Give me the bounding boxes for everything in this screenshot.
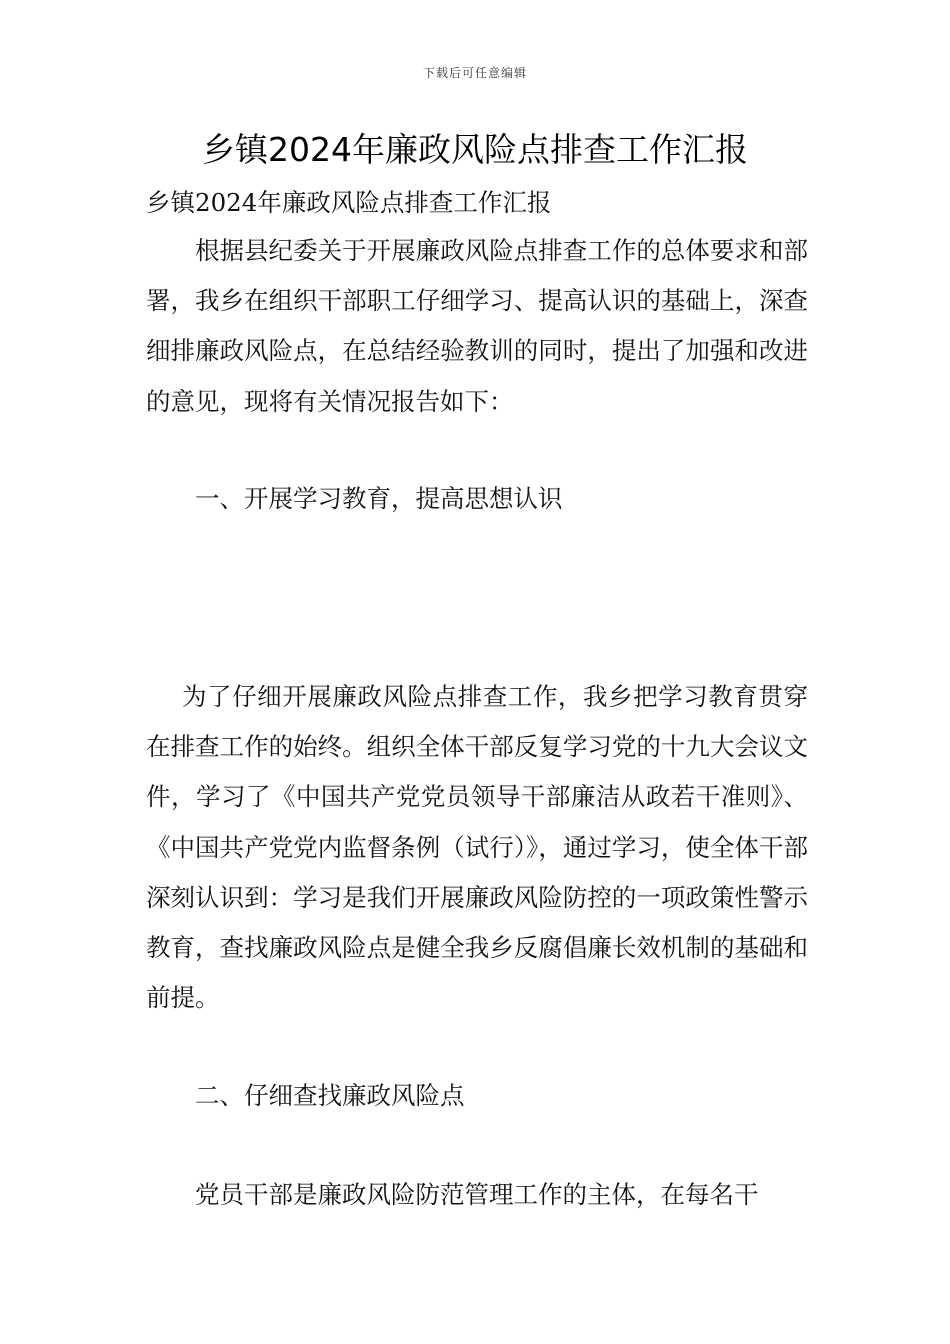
paragraph-risk-points: 党员干部是廉政风险防范管理工作的主体，在每名干 <box>195 1180 759 1209</box>
paragraph-intro: 根据县纪委关于开展廉政风险点排查工作的总体要求和部署，我乡在组织干部职工仔细学习、提高认识的基础上，深查细排廉政风险点，在总结经验教训的同时，提出了加强和改进的意见，现将有关情况报告如下： <box>146 236 808 416</box>
paragraph-study-education: 为了仔细开展廉政风险点排查工作，我乡把学习教育贯穿在排查工作的始终。组织全体干部反复学习党的十九大会议文件，学习了《中国共产党党员领导干部廉洁从政若干准则》、《中国共产党党内监督条例（试行）》，通过学习，使全体干部深刻认识到：学习是我们开展廉政风险防控的一项政策性警示教育，查找廉政风险点是健全我乡反腐倡廉长效机制的基础和前提。 <box>146 682 808 1013</box>
document-title: 乡镇2024年廉政风险点排查工作汇报 <box>202 130 748 169</box>
section-heading-2: 二、仔细查找廉政风险点 <box>195 1081 465 1110</box>
section-heading-1: 一、开展学习教育，提高思想认识 <box>195 484 563 513</box>
header-note: 下载后可任意编辑 <box>422 66 527 80</box>
document-subtitle: 乡镇2024年廉政风险点排查工作汇报 <box>146 188 552 217</box>
